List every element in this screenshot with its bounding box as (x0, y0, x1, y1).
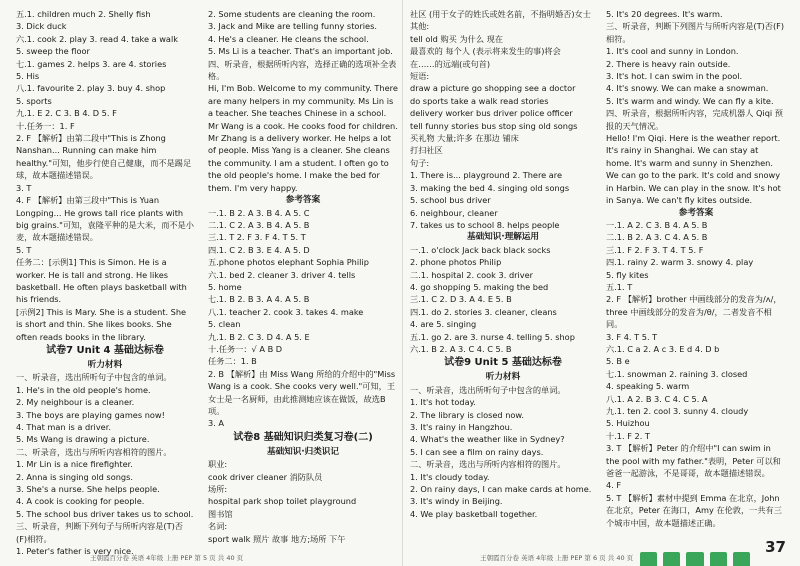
text-line: 2. My neighbour is a cleaner. (16, 397, 135, 408)
text-line: 2. phone photos Philip (410, 257, 502, 268)
text-line: 5. The school bus driver takes us to school. (16, 508, 194, 519)
text-line: 七.1. B 2. B 3. A 4. A 5. B (208, 294, 310, 305)
text-line: 一.1. o'clock Jack back black socks (410, 244, 551, 255)
text-line: 5. Huizhou (606, 418, 650, 429)
text-line: 3. T (16, 182, 32, 193)
text-line: 5. T 【解析】素材中提到 Emma 在北京，John 在北京，Peter 在海口，Amy 在伦敦，一共有三个城市中国，故本题描述正确。 (606, 492, 782, 528)
text-line: 3. A (208, 418, 225, 429)
text-line: 3. The boys are playing games now! (16, 409, 165, 420)
text-line: 1. It's cloudy today. (410, 471, 490, 482)
text-line: 2. There is heavy rain outside. (606, 58, 731, 69)
text-line: 3. Dick duck (16, 21, 67, 32)
text-line: 1. Peter's father is very nice. (16, 546, 134, 557)
text-line: 买礼物 大量;许多 在那边 铺床 (410, 133, 519, 144)
text-line: 六.1. B 2. A 3. C 4. C 5. B (410, 343, 512, 354)
text-line: 4. speaking 5. warm (606, 381, 690, 392)
text-line: do sports take a walk read stories (410, 95, 549, 106)
text-line: 九.1. B 2. C 3. D 4. A 5. E (208, 331, 310, 342)
text-line: [示例2] This is Mary. She is a student. She is short and thin. She likes books. She often reads books in the library. (16, 306, 187, 342)
text-line: 三、听录音，判断下列句子与所听内容是(T)否(F)相符。 (16, 521, 183, 544)
section-subtitle: 参考答案 (285, 195, 321, 206)
text-line: 打扫社区 (410, 145, 443, 156)
text-line: 场所: (208, 484, 228, 495)
text-line: 一.1. A 2. C 3. B 4. A 5. B (606, 219, 708, 230)
text-line: 四、听录音，根据所听内容，完成机器人 Qiqi 预报的天气情况。 (606, 108, 783, 131)
text-line: 十.1. F 2. T (606, 430, 650, 441)
text-line: 3. F 4. T 5. T (606, 331, 658, 342)
text-line: 2. B 【解析】由 Miss Wang 所给的介绍中的"Miss Wang is a cook. She cooks very well."可知，王女士是一名厨师，由此推测她应该在做饭，故选B项。 (208, 368, 396, 416)
text-line: 5. I can see a film on rainy days. (410, 446, 544, 457)
section-subtitle: 基础知识·归类识记 (266, 446, 339, 457)
text-line: 五.1. children much 2. Shelly fish (16, 9, 151, 19)
text-line: 二.1. C 2. A 3. B 4. A 5. B (208, 219, 310, 230)
text-line: 4. F 【解析】由第三段中"This is Yuan Longping... He grows tall rice plants with big grains."可知，袁隆平种的是大米，而不是小麦，故本题描述错误。 (16, 195, 194, 243)
text-line: 3. making the bed 4. singing old songs (410, 182, 570, 193)
text-line: 1. There is... playground 2. There are (410, 170, 563, 181)
section-title: 试卷7 Unit 4 基础达标卷 (46, 344, 164, 356)
text-line: 七.1. snowman 2. raining 3. closed (606, 368, 748, 379)
text-line: 二.1. B 2. A 3. C 4. A 5. B (606, 232, 708, 243)
text-line: 4. We play basketball together. (410, 508, 538, 519)
text-line: 4. A cook is cooking for people. (16, 496, 145, 507)
text-line: 5. clean (208, 319, 241, 330)
page-number: 37 (765, 538, 786, 556)
text-line: 九.1. ten 2. cool 3. sunny 4. cloudy (606, 406, 749, 416)
text-line: 二、听录音，选出与所听内容相符的图片。 (410, 459, 566, 470)
text-line: 名词: (208, 521, 228, 532)
text-line: 七.1. games 2. helps 3. are 4. stories (16, 58, 167, 69)
text-line: 3. It's rainy in Hangzhou. (410, 422, 513, 432)
text-line: 3. It's hot. I can swim in the pool. (606, 71, 743, 82)
text-line: 5. B e (606, 356, 630, 367)
text-line: 短语: (410, 71, 430, 82)
text-line: 2. F 【解析】由第二段中"This is Zhong Nanshan... Running can make him healthy."可知，他步行使自己健康，而不是踢足球，故本题描述错误。 (16, 133, 192, 181)
text-line: 5. His (16, 71, 40, 82)
text-line: 社区 (用于女子的姓氏或姓名前，不指明婚否)女士 (410, 9, 591, 19)
text-line: 四、听录音，根据所听内容，选择正确的选项补全表格。 (208, 58, 397, 82)
text-line: draw a picture go shopping see a doctor (410, 83, 576, 94)
text-line: 2. Some students are cleaning the room. (208, 9, 376, 19)
text-line: tell old 购买 为什么 现在 (410, 33, 504, 44)
text-line: 十.任务一：1. F (16, 120, 75, 131)
text-line: 二.1. hospital 2. cook 3. driver (410, 269, 534, 280)
text-line: 八.1. teacher 2. cook 3. takes 4. make (208, 306, 364, 317)
text-line: 四.1. C 2. B 3. E 4. A 5. D (208, 244, 310, 255)
column-1 (16, 8, 194, 557)
text-line: 5. sports (16, 95, 52, 106)
text-line: 十.任务一：√ A B D (208, 343, 283, 354)
text-line: 其他: (410, 21, 430, 32)
text-line: Hi, I'm Bob. Welcome to my community. There are many helpers in my community. Ms Lin is a teacher. She teaches Chinese in a school. Mr Wang is a cook. He cooks food for children. Mr Zhang is a delivery worker. He helps a lot of people. Miss Yang is a cleaner. She cleans the community. I am a student. I often go to the old people's home. I make the bed for them. I'm very happy. (208, 83, 398, 193)
text-line: 一、听录音，选出所听句子中包含的单词。 (410, 384, 566, 395)
text-line: 职业: (208, 459, 228, 470)
column-2 (208, 8, 398, 544)
text-line: tell funny stories bus stop sing old songs (410, 120, 578, 131)
footer-left: 王朝霞百分卷 英语 4年级 上册 PEP 第 5 页 共 40 页 (90, 554, 244, 562)
text-line: 1. Mr Lin is a nice firefighter. (16, 459, 133, 470)
text-line: 三.1. T 2. F 3. F 4. T 5. T (208, 232, 306, 243)
text-line: 1. He's in the old people's home. (16, 384, 151, 395)
text-line: 一.1. B 2. A 3. B 4. A 5. C (208, 207, 310, 218)
text-line: Hello! I'm Qiqi. Here is the weather report. It's rainy in Shanghai. We can stay at home. It's warm and sunny in Shenzhen. We can go to the park. It's cold and snowy in Harbin. We can play in the snow. It's hot in Sanya. We can't fly kites outside. (606, 133, 781, 206)
text-line: 5. school bus driver (410, 195, 491, 206)
text-line: 三.1. F 2. F 3. T 4. T 5. F (606, 244, 704, 255)
text-line: 5. Ms Wang is drawing a picture. (16, 434, 150, 445)
text-line: 八.1. favourite 2. play 3. buy 4. shop (16, 83, 166, 94)
text-line: 八.1. A 2. B 3. C 4. C 5. A (606, 393, 708, 404)
section-subtitle: 基础知识·理解运用 (466, 232, 539, 243)
page-spine-divider (402, 0, 403, 566)
section-title: 试卷9 Unit 5 基础达标卷 (444, 357, 562, 369)
text-line: 4. What's the weather like in Sydney? (410, 434, 565, 445)
text-line: 九.1. E 2. C 3. B 4. D 5. F (16, 108, 117, 119)
text-line: 六.1. bed 2. cleaner 3. driver 4. tells (208, 269, 356, 280)
text-line: 一、听录音，选出所听句子中包含的单词。 (16, 372, 172, 383)
text-line: delivery worker bus driver police officer (410, 108, 573, 119)
text-line: 3. She's a nurse. She helps people. (16, 484, 160, 495)
section-title: 试卷8 基础知识归类复习卷(二) (233, 431, 373, 443)
text-line: 5. sweep the floor (16, 46, 90, 57)
text-line: cook driver cleaner 消防队员 (208, 471, 323, 482)
text-line: 图书馆 (208, 508, 233, 519)
text-line: 四.1. rainy 2. warm 3. snowy 4. play (606, 257, 754, 268)
text-line: 4. are 5. singing (410, 319, 477, 330)
text-line: 2. On rainy days, I can make cards at home. (410, 484, 592, 495)
column-3 (410, 8, 596, 536)
text-line: 5. It's warm and windy. We can fly a kite. (606, 95, 774, 106)
footer-right: 王朝霞百分卷 英语 4年级 上册 PEP 第 6 页 共 40 页 (480, 554, 634, 562)
text-line: 4. He's a cleaner. He cleans the school. (208, 33, 369, 44)
text-line: 5. Ms Li is a teacher. That's an important job. (208, 46, 393, 57)
text-line: 任务二：[示例1] This is Simon. He is a worker. He is tall and strong. He likes basketball. He often plays basketball with his friends. (16, 257, 187, 305)
text-line: 在……的远端(或句首) (410, 58, 491, 69)
text-line: 3. T 【解析】Peter 的介绍中"I can swim in the pool with my father."表明，Peter 可以和爸爸一起游泳，不是哥哥，故本题描述错误。 (606, 443, 781, 479)
text-line: 六.1. cook 2. play 3. read 4. take a walk (16, 33, 178, 44)
text-line: 六.1. C a 2. A c 3. E d 4. D b (606, 343, 720, 354)
decorative-green-strip (640, 552, 750, 566)
text-line: 三、听录音，判断下列图片与所听内容是(T)否(F)相符。 (606, 21, 785, 44)
text-line: 6. neighbour, cleaner (410, 207, 498, 218)
text-line: 三.1. C 2. D 3. A 4. E 5. B (410, 294, 512, 305)
text-line: 2. F 【解析】brother 中画线部分的发音为/ʌ/，three 中画线部分的发音为/θ/，二者发音不相同。 (606, 294, 782, 330)
text-line: 4. F (606, 480, 622, 491)
section-subtitle: 听力材料 (485, 372, 521, 383)
text-line: 5. T (16, 244, 32, 255)
text-line: 5. home (208, 281, 242, 292)
text-line: hospital park shop toilet playground (208, 496, 357, 507)
text-line: 五.1. go 2. are 3. nurse 4. telling 5. shop (410, 331, 575, 342)
text-line: 五.phone photos elephant Sophia Philip (208, 257, 369, 268)
text-line: 任务二：1. B (208, 356, 257, 367)
text-line: 4. That man is a driver. (16, 422, 111, 432)
section-subtitle: 参考答案 (678, 207, 714, 218)
text-line: 2. The library is closed now. (410, 409, 524, 420)
section-subtitle: 听力材料 (87, 359, 123, 370)
text-line: 2. Anna is singing old songs. (16, 471, 133, 482)
text-line: 3. It's windy in Beijing. (410, 496, 503, 507)
text-line: 5. It's 20 degrees. It's warm. (606, 9, 723, 19)
text-line: 1. It's hot today. (410, 397, 476, 408)
column-4 (606, 8, 786, 536)
text-line: 句子: (410, 157, 430, 168)
text-line: 4. It's snowy. We can make a snowman. (606, 83, 769, 94)
text-line: 五.1. T (606, 281, 633, 292)
text-line: sport walk 照片 故事 地方;场所 下午 (208, 533, 346, 544)
text-line: 二、听录音，选出与所听内容相符的图片。 (16, 446, 172, 457)
text-line: 最喜欢的 每个人 (表示将来发生的事)将会 (410, 46, 561, 57)
text-line: 4. go shopping 5. making the bed (410, 281, 549, 292)
text-line: 四.1. do 2. stories 3. cleaner, cleans (410, 306, 557, 317)
text-line: 1. It's cool and sunny in London. (606, 46, 739, 57)
text-line: 3. Jack and Mike are telling funny stories. (208, 21, 377, 32)
text-line: 5. fly kites (606, 269, 649, 280)
text-line: 7. takes us to school 8. helps people (410, 219, 560, 230)
